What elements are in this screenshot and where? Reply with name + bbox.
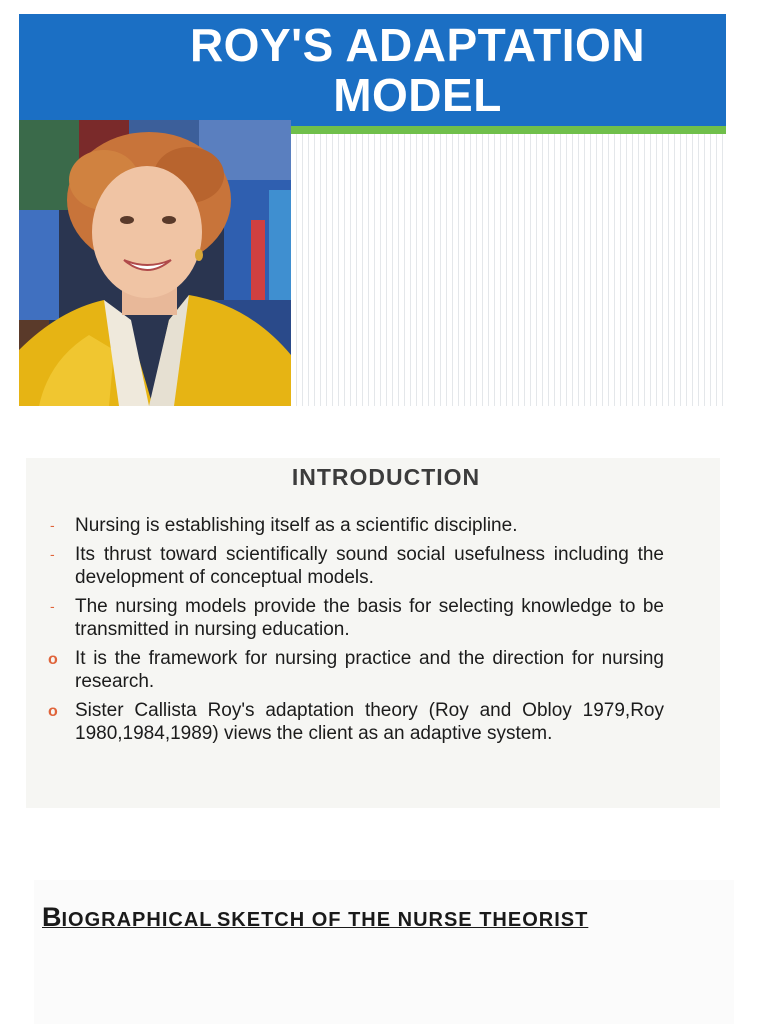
list-item [48, 514, 664, 537]
biographical-slide [34, 880, 734, 1024]
list-item [48, 543, 664, 589]
list-item [48, 699, 664, 745]
list-item-text: Its thrust toward scientifically sound social usefulness including the development of conceptual models. [75, 544, 664, 588]
heading-word: IOGRAPHICAL [61, 909, 213, 931]
list-item-text: It is the framework for nursing practice and the direction for nursing research. [75, 648, 664, 692]
heading-small-caps: SKETCH OF THE NURSE THEORIST [216, 909, 589, 931]
introduction-list [48, 514, 664, 751]
introduction-slide [26, 458, 720, 808]
biographical-heading [42, 900, 702, 939]
dash-bullet-icon: - [50, 546, 55, 562]
heading-capital: B [42, 902, 62, 932]
green-rule [291, 126, 726, 134]
title-line-1: ROY'S ADAPTATION [189, 19, 646, 71]
circle-bullet-icon: o [48, 651, 58, 668]
circle-bullet-icon: o [48, 703, 58, 720]
dash-bullet-icon: - [50, 517, 55, 533]
striped-panel [291, 134, 726, 406]
list-item [48, 595, 664, 641]
title-slide [19, 14, 726, 406]
introduction-heading: INTRODUCTION [291, 464, 481, 490]
list-item-text: Nursing is establishing itself as a scientific discipline. [75, 515, 518, 536]
list-item-text: Sister Callista Roy's adaptation theory (Roy and Obloy 1979,Roy 1980,1984,1989) views the client as an adaptive system. [75, 700, 664, 744]
list-item [48, 647, 664, 693]
title-line-2: MODEL [333, 69, 502, 121]
portrait-photo [19, 120, 291, 406]
dash-bullet-icon: - [50, 598, 55, 614]
title-band [19, 14, 726, 126]
list-item-text: The nursing models provide the basis for selecting knowledge to be transmitted in nursing education. [75, 596, 664, 640]
